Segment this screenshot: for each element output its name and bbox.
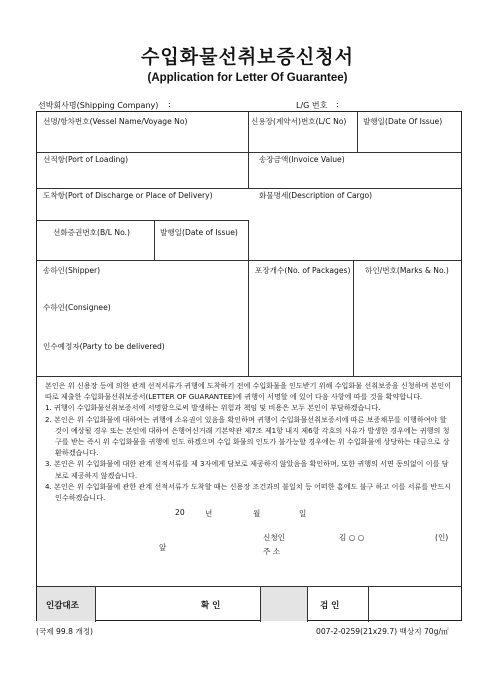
divider — [248, 112, 249, 188]
terms-item: 4. 본인은 위 수입화물에 관한 관계 선적서류가 도착할 때는 신용장 조건과의 불일치 등 어떠한 흠에도 불구 하고 이를 서류를 반드시 인수하겠습니다. — [45, 481, 451, 503]
applicant-label: 신청인 — [263, 533, 286, 542]
address-label: 주 소 — [263, 547, 281, 556]
cargo-description-label: 화물명세(Description of Cargo) — [259, 191, 373, 200]
bl-number-label: 선화증권번호(B/L No.) — [53, 228, 130, 237]
confirm-label: 확 인 — [201, 601, 221, 611]
port-of-loading-label: 선적항(Port of Loading) — [43, 155, 129, 164]
divider — [154, 220, 155, 260]
form-title: 수입화물선취보증신청서 — [141, 46, 354, 68]
revision-note: (국제 99.8 개정) — [36, 627, 94, 636]
divider — [307, 586, 308, 622]
divider — [37, 376, 461, 377]
terms-text — [45, 380, 455, 503]
seal-mark: (인) — [435, 533, 449, 542]
lg-number-colon: : — [336, 100, 339, 109]
bl-issue-date-label: 발행일(Date of Issue) — [160, 228, 238, 237]
consignee-label: 수하인(Consignee) — [43, 303, 111, 312]
shipping-company-colon: : — [168, 100, 171, 109]
vessel-name-label: 선명/항차번호(Vessel Name/Voyage No) — [43, 117, 188, 126]
terms-intro: 본인은 위 신용장 등에 의한 관계 선적서류가 귀행에 도착하기 전에 수입화물을 인도받기 위해 수입화물 선취보증을 신청하며 본인이 따로 제출한 수입화물선취보증서(LETTER OF GUARANTEE)에 귀행이 서명할 에 있어 다음 사항에 따를 것을 확약합니다. — [45, 381, 452, 402]
divider — [95, 586, 96, 622]
day-label: 일 — [299, 509, 307, 518]
shipper-label: 송하인(Shipper) — [43, 266, 101, 275]
invoice-value-label: 송장금액(Invoice Value) — [259, 155, 345, 164]
divider — [37, 152, 461, 153]
terms-item: 2. 본인은 위 수입화물에 대하여는 귀행에 소유권이 있음을 확인하며 귀행이 수입화물선취보증서에 따른 보증채무를 이행하여야 할 것이 예상될 경우 또는 본인에 대하여 은행여신거래 기본약관 제7조 제1항 내지 제6항 각호의 사유가 발생한 경우에는 귀행의 청구를 받는 즉시 위 수입화물을 귀행에 인도 하겠으며 수입 화물의 인도가 불가능할 경우에는 위 수입화물에 상당하는 대금으로 상환하겠습니다. — [45, 414, 450, 458]
divider — [37, 586, 461, 587]
divider — [368, 586, 369, 622]
year-label: 년 — [205, 509, 213, 518]
port-of-discharge-label: 도착항(Port of Discharge or Place of Delivery) — [43, 191, 213, 200]
party-delivered-label: 인수예정자(Party to be delivered) — [43, 342, 165, 351]
month-label: 월 — [253, 509, 261, 518]
shipping-company-label: 선박회사명(Shipping Company) — [38, 101, 159, 110]
application-form — [36, 111, 462, 621]
seal-check-label: 인감대조 — [46, 601, 79, 611]
applicant-name: 김 ○ ○ — [339, 533, 365, 542]
divider — [248, 220, 249, 376]
lc-number-label: 신용장(계약서)번호(L/C No) — [251, 117, 347, 126]
divider — [37, 260, 461, 261]
divider — [353, 260, 354, 376]
divider — [37, 188, 461, 189]
issue-date-label: 발행일(Date Of Issue) — [363, 117, 443, 126]
divider — [357, 112, 358, 152]
divider — [37, 220, 248, 221]
year-prefix: 20 — [175, 508, 185, 517]
packages-label: 포장개수(No. of Packages) — [255, 266, 351, 275]
recipient-suffix: 앞 — [159, 543, 167, 552]
form-code: 007-2-0259(21x29.7) 백상지 70g/㎡ — [316, 627, 449, 636]
terms-item: 1. 귀행이 수입화물선취보증서에 서명함으로써 발생하는 위험과 책임 및 비용은 모두 본인이 부담하겠습니다. — [45, 403, 381, 413]
form-subtitle: (Application for Letter Of Guarantee) — [147, 72, 348, 84]
inspect-label: 검 인 — [320, 601, 340, 611]
lg-number-label: L/G 번호 — [296, 101, 328, 110]
terms-item: 3. 본인은 위 수입화물에 대한 관계 선적서류를 제 3자에게 담보로 제공하지 않았음을 확인하며, 또한 귀행의 서면 동의없이 이를 담보로 제공하지 않겠습니다. — [45, 459, 449, 480]
seal-check-cell — [261, 587, 307, 621]
marks-label: 하인/번호(Marks & No.) — [365, 266, 449, 275]
